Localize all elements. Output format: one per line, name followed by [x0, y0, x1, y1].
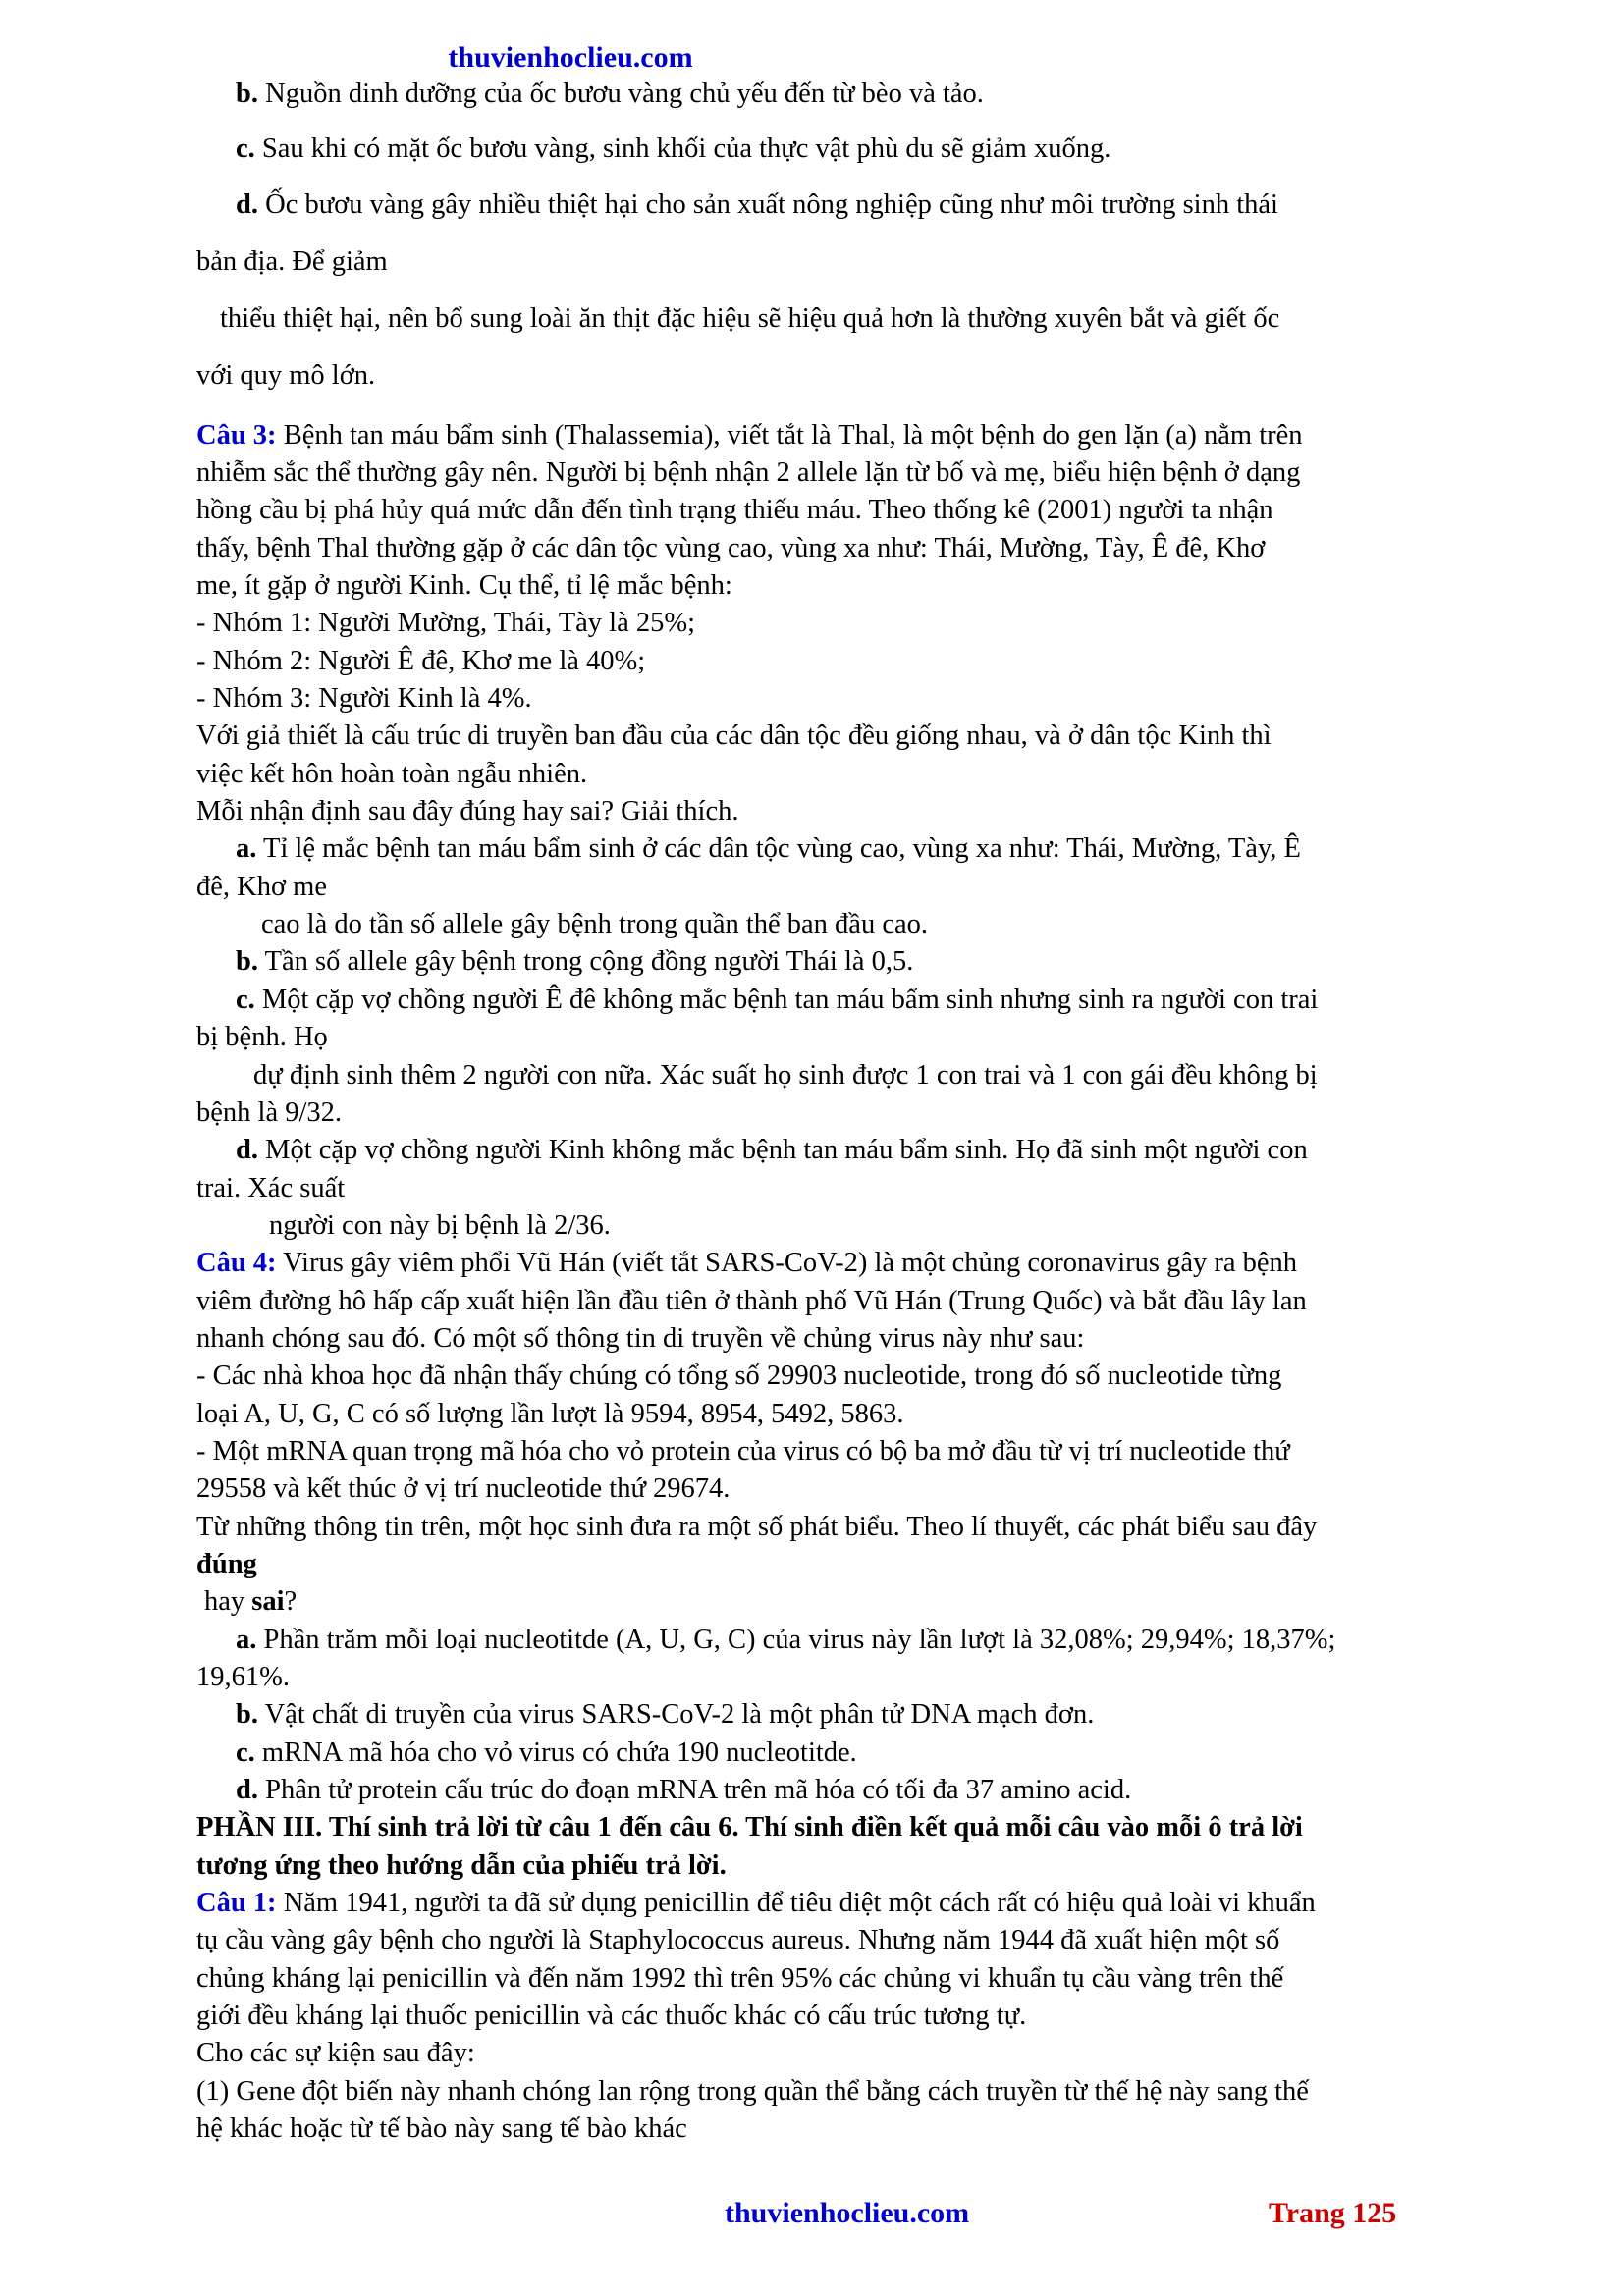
text-line: bản địa. Để giảm: [196, 246, 388, 277]
question-3-stem: Câu 3: Bệnh tan máu bẩm sinh (Thalassemia), viết tắt là Thal, là một bệnh do gen lặn (a) nằm trên: [196, 420, 1303, 451]
section-heading: tương ứng theo hướng dẫn của phiếu trả lời.: [196, 1850, 727, 1881]
text-line: nhiễm sắc thể thường gây nên. Người bị bệnh nhận 2 allele lặn từ bố và mẹ, biểu hiện bệnh ở dạng: [196, 457, 1301, 488]
option-b: b. Tần số allele gây bệnh trong cộng đồng người Thái là 0,5.: [236, 946, 914, 977]
option-b: b. Nguồn dinh dưỡng của ốc bươu vàng chủ yếu đến từ bèo và tảo.: [236, 79, 984, 109]
text-line: hệ khác hoặc từ tế bào này sang tế bào khác: [196, 2113, 687, 2144]
text-line: trai. Xác suất: [196, 1173, 346, 1203]
text-line: tụ cầu vàng gây bệnh cho người là Staphylococcus aureus. Nhưng năm 1944 đã xuất hiện một số: [196, 1925, 1280, 1955]
text-line: cao là do tần số allele gây bệnh trong quần thể ban đầu cao.: [261, 909, 929, 939]
section-heading: PHẦN III. Thí sinh trả lời từ câu 1 đến câu 6. Thí sinh điền kết quả mỗi câu vào mỗi ô trả lời: [196, 1812, 1303, 1842]
text-line: đúng: [196, 1549, 257, 1579]
text-line: dự định sinh thêm 2 người con nữa. Xác suất họ sinh được 1 con trai và 1 con gái đều không bị: [253, 1060, 1318, 1091]
option-d: d. Một cặp vợ chồng người Kinh không mắc bệnh tan máu bẩm sinh. Họ đã sinh một người con: [236, 1135, 1308, 1165]
text-line: viêm đường hô hấp cấp xuất hiện lần đầu tiên ở thành phố Vũ Hán (Trung Quốc) và bắt đầu lây lan: [196, 1286, 1307, 1316]
option-c: c. Sau khi có mặt ốc bươu vàng, sinh khối của thực vật phù du sẽ giảm xuống.: [236, 133, 1111, 164]
group-1: - Nhóm 1: Người Mường, Thái, Tày là 25%;: [196, 608, 696, 638]
text-line: thiểu thiệt hại, nên bổ sung loài ăn thịt đặc hiệu sẽ hiệu quả hơn là thường xuyên bắt và giết ốc: [220, 303, 1280, 334]
text-line: Với giả thiết là cấu trúc di truyền ban đầu của các dân tộc đều giống nhau, và ở dân tộc Kinh thì: [196, 721, 1272, 751]
text-line: Mỗi nhận định sau đây đúng hay sai? Giải thích.: [196, 796, 739, 827]
option-c: c. Một cặp vợ chồng người Ê đê không mắc bệnh tan máu bẩm sinh nhưng sinh ra người con trai: [236, 985, 1319, 1015]
question-4-stem: Câu 4: Virus gây viêm phổi Vũ Hán (viết tắt SARS-CoV-2) là một chủng coronavirus gây ra bệnh: [196, 1248, 1298, 1278]
part-3-question-1-stem: Câu 1: Năm 1941, người ta đã sử dụng penicillin để tiêu diệt một cách rất có hiệu quả loài vi khuẩn: [196, 1888, 1316, 1918]
text-line: Cho các sự kiện sau đây:: [196, 2038, 475, 2068]
text-line: bị bệnh. Họ: [196, 1022, 328, 1052]
option-a: a. Tỉ lệ mắc bệnh tan máu bẩm sinh ở các dân tộc vùng cao, vùng xa như: Thái, Mường, Tày, Ê: [236, 833, 1301, 864]
text-line: với quy mô lớn.: [196, 360, 376, 391]
text-line: thấy, bệnh Thal thường gặp ở các dân tộc vùng cao, vùng xa như: Thái, Mường, Tày, Ê đê, Khơ: [196, 533, 1266, 563]
text-line: bệnh là 9/32.: [196, 1097, 343, 1128]
text-line: chủng kháng lại penicillin và đến năm 1992 thì trên 95% các chủng vi khuẩn tụ cầu vàng trên thế: [196, 1963, 1284, 1994]
text-line: me, ít gặp ở người Kinh. Cụ thể, tỉ lệ mắc bệnh:: [196, 570, 732, 601]
text-line: nhanh chóng sau đó. Có một số thông tin di truyền về chủng virus này như sau:: [196, 1323, 1085, 1354]
text-line: Từ những thông tin trên, một học sinh đưa ra một số phát biểu. Theo lí thuyết, các phát biểu sau đây: [196, 1512, 1318, 1542]
text-line: hay sai?: [204, 1586, 298, 1617]
text-line: người con này bị bệnh là 2/36.: [269, 1210, 611, 1241]
text-line: hồng cầu bị phá hủy quá mức dẫn đến tình trạng thiếu máu. Theo thống kê (2001) người ta nhận: [196, 495, 1273, 525]
text-line: 19,61%.: [196, 1662, 290, 1692]
option-b: b. Vật chất di truyền của virus SARS-CoV-2 là một phân tử DNA mạch đơn.: [236, 1699, 1095, 1730]
group-2: - Nhóm 2: Người Ê đê, Khơ me là 40%;: [196, 646, 646, 676]
text-line: - Các nhà khoa học đã nhận thấy chúng có tổng số 29903 nucleotide, trong đó số nucleotide từng: [196, 1361, 1282, 1391]
text-line: loại A, U, G, C có số lượng lần lượt là 9594, 8954, 5492, 5863.: [196, 1399, 904, 1429]
option-d: d. Phân tử protein cấu trúc do đoạn mRNA trên mã hóa có tối đa 37 amino acid.: [236, 1775, 1132, 1805]
page-number: Trang 125: [1269, 2197, 1397, 2229]
option-a: a. Phần trăm mỗi loại nucleotitde (A, U, G, C) của virus này lần lượt là 32,08%; 29,94%; 18,37%;: [236, 1625, 1336, 1655]
option-d: d. Ốc bươu vàng gây nhiều thiệt hại cho sản xuất nông nghiệp cũng như môi trường sinh thái: [236, 189, 1278, 220]
text-line: 29558 và kết thúc ở vị trí nucleotide thứ 29674.: [196, 1473, 731, 1504]
text-line: giới đều kháng lại thuốc penicillin và các thuốc khác có cấu trúc tương tự.: [196, 2001, 1027, 2031]
text-line: (1) Gene đột biến này nhanh chóng lan rộng trong quần thể bằng cách truyền từ thế hệ này sang thế: [196, 2076, 1309, 2107]
text-line: đê, Khơ me: [196, 872, 327, 902]
text-line: - Một mRNA quan trọng mã hóa cho vỏ protein của virus có bộ ba mở đầu từ vị trí nucleotide thứ: [196, 1436, 1290, 1467]
header-site[interactable]: thuvienhoclieu.com: [448, 41, 693, 74]
text-line: việc kết hôn hoàn toàn ngẫu nhiên.: [196, 759, 588, 789]
option-c: c. mRNA mã hóa cho vỏ virus có chứa 190 nucleotitde.: [236, 1737, 857, 1768]
footer-site[interactable]: thuvienhoclieu.com: [725, 2197, 970, 2229]
group-3: - Nhóm 3: Người Kinh là 4%.: [196, 683, 532, 714]
